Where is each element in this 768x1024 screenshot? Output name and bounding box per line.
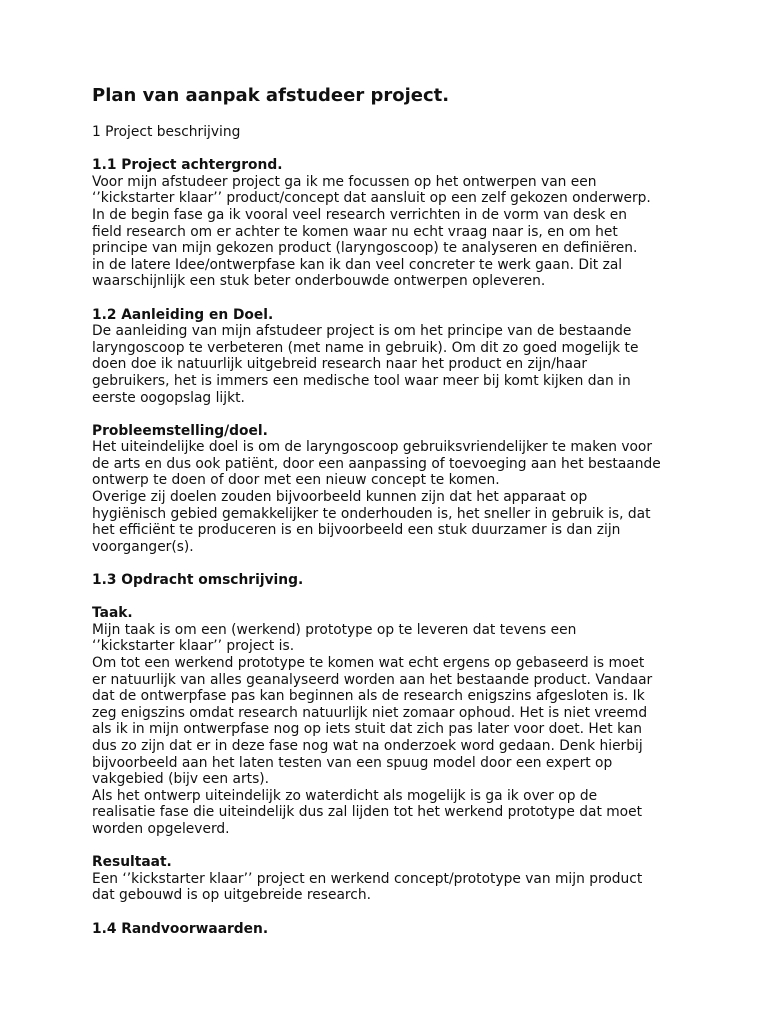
section-resultaat xyxy=(92,854,692,904)
section-probleemstelling xyxy=(92,423,692,556)
paragraph-line: in de latere Idee/ontwerpfase kan ik dan veel concreter te werk gaan. Dit zal xyxy=(92,256,623,273)
subsection-heading: Taak. xyxy=(92,605,133,622)
paragraph-line: Overige zij doelen zouden bijvoorbeeld kunnen zijn dat het apparaat op xyxy=(92,489,588,506)
paragraph-line: De aanleiding van mijn afstudeer project is om het principe van de bestaande xyxy=(92,323,632,340)
document-title: Plan van aanpak afstudeer project. xyxy=(92,85,450,106)
paragraph-line: principe van mijn gekozen product (laryngoscoop) te analyseren en definiëren. xyxy=(92,240,638,257)
subsection-heading: Resultaat. xyxy=(92,854,172,871)
paragraph-line: In de begin fase ga ik vooral veel research verrichten in de vorm van desk en xyxy=(92,206,627,223)
paragraph-line: gebruikers, het is immers een medische tool waar meer bij komt kijken dan in xyxy=(92,372,631,389)
paragraph-line: het efficiënt te produceren is en bijvoorbeeld een stuk duurzamer is dan zijn xyxy=(92,522,621,539)
section-opdracht-omschrijving xyxy=(92,572,692,589)
paragraph-line: eerste oogopslag lijkt. xyxy=(92,389,245,406)
paragraph-line: ‘’kickstarter klaar’’ product/concept dat aansluit op een zelf gekozen onderwerp. xyxy=(92,190,651,207)
subsection-heading: Probleemstelling/doel. xyxy=(92,422,268,439)
section-project-achtergrond xyxy=(92,157,692,290)
paragraph-line: Voor mijn afstudeer project ga ik me focussen op het ontwerpen van een xyxy=(92,173,597,190)
section-randvoorwaarden xyxy=(92,921,692,938)
paragraph-line: dat de ontwerpfase pas kan beginnen als de research enigszins afgesloten is. Ik xyxy=(92,688,645,705)
paragraph-line: Mijn taak is om een (werkend) prototype op te leveren dat tevens een xyxy=(92,621,577,638)
paragraph-line: de arts en dus ook patiënt, door een aanpassing of toevoeging aan het bestaande xyxy=(92,455,661,472)
paragraph-line: vakgebied (bijv een arts). xyxy=(92,771,270,788)
subsection-heading: 1.2 Aanleiding en Doel. xyxy=(92,306,274,323)
paragraph-line: als ik in mijn ontwerpfase nog op iets stuit dat zich pas later voor doet. Het kan xyxy=(92,721,643,738)
paragraph-line: er natuurlijk van alles geanalyseerd worden aan het bestaande product. Vandaar xyxy=(92,671,653,688)
paragraph-line: zeg enigszins omdat research natuurlijk niet zomaar ophoud. Het is niet vreemd xyxy=(92,704,648,721)
subsection-heading: 1.1 Project achtergrond. xyxy=(92,157,283,174)
paragraph-line: waarschijnlijk een stuk beter onderbouwde ontwerpen opleveren. xyxy=(92,273,546,290)
subsection-heading: 1.3 Opdracht omschrijving. xyxy=(92,572,304,589)
paragraph-line: bijvoorbeeld aan het laten testen van een spuug model door een expert op xyxy=(92,754,613,771)
paragraph-line: dus zo zijn dat er in deze fase nog wat na onderzoek word gedaan. Denk hierbij xyxy=(92,737,643,754)
section-aanleiding-en-doel xyxy=(92,307,692,407)
section-heading-project-beschrijving: 1 Project beschrijving xyxy=(92,124,241,140)
paragraph-line: voorganger(s). xyxy=(92,538,194,555)
paragraph-line: Als het ontwerp uiteindelijk zo waterdicht als mogelijk is ga ik over op de xyxy=(92,787,598,804)
paragraph-line: ontwerp te doen of door met een nieuw concept te komen. xyxy=(92,472,500,489)
document-page xyxy=(92,84,692,937)
subsection-heading: 1.4 Randvoorwaarden. xyxy=(92,920,269,937)
paragraph-line: laryngoscoop te verbeteren (met name in gebruik). Om dit zo goed mogelijk te xyxy=(92,339,639,356)
paragraph-line: ‘’kickstarter klaar’’ project is. xyxy=(92,638,295,655)
paragraph-line: doen doe ik natuurlijk uitgebreid research naar het product en zijn/haar xyxy=(92,356,588,373)
paragraph-line: Een ‘’kickstarter klaar’’ project en werkend concept/prototype van mijn product xyxy=(92,870,643,887)
paragraph-line: realisatie fase die uiteindelijk dus zal lijden tot het werkend prototype dat moet xyxy=(92,804,643,821)
paragraph-line: Om tot een werkend prototype te komen wat echt ergens op gebaseerd is moet xyxy=(92,655,645,671)
paragraph-line: Het uiteindelijke doel is om de laryngoscoop gebruiksvriendelijker te maken voor xyxy=(92,439,653,456)
paragraph-line: worden opgeleverd. xyxy=(92,820,230,837)
paragraph-line: field research om er achter te komen waar nu echt vraag naar is, en om het xyxy=(92,223,618,240)
section-taak xyxy=(92,605,692,837)
paragraph-line: dat gebouwd is op uitgebreide research. xyxy=(92,887,372,904)
paragraph-line: hygiënisch gebied gemakkelijker te onderhouden is, het sneller in gebruik is, dat xyxy=(92,505,651,522)
